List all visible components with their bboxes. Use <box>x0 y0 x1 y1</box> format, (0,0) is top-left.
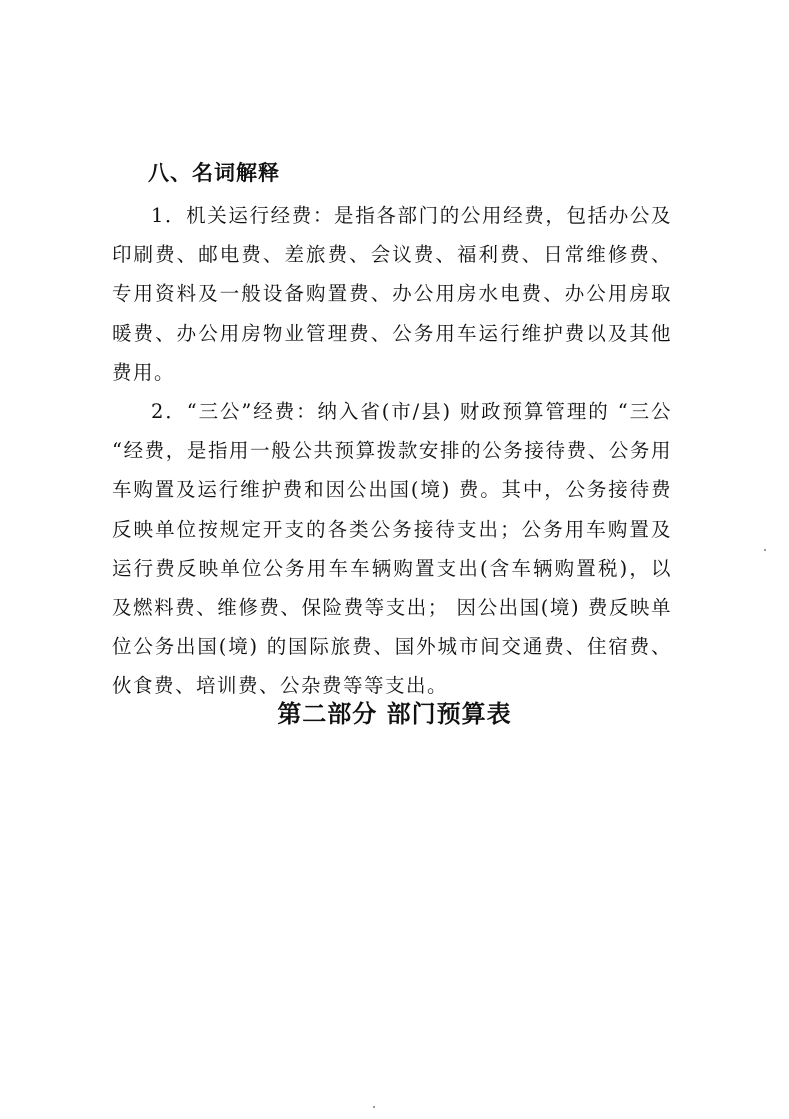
section-heading: 八、名词解释 <box>148 161 280 185</box>
scan-speck <box>373 1106 375 1108</box>
definitions-block <box>112 196 672 706</box>
definition-paragraph-2: 2．“三公”经费：纳入省(市/县) 财政预算管理的 “三公 “经费，是指用一般公共预算拨款安排的公务接待费、公务用车购置及运行维护费和因公出国(境) 费。其中，公务接待费反映单位按规定开支的各类公务接待支出；公务用车购置及运行费反映单位公务用车车辆购置支出(含车辆购置税)，以及燃料费、维修费、保险费等支出； 因公出国(境) 费反映单位公务出国(境) 的国际旅费、国外城市间交通费、住宿费、伙食费、培训费、公杂费等等支出。 <box>112 400 672 698</box>
scan-speck <box>764 549 766 551</box>
part-title: 第二部分 部门预算表 <box>277 700 512 728</box>
definition-paragraph-1: 1．机关运行经费：是指各部门的公用经费，包括办公及印刷费、邮电费、差旅费、会议费、福利费、日常维修费、专用资料及一般设备购置费、办公用房水电费、办公用房取暖费、办公用房物业管理费、公务用车运行维护费以及其他费用。 <box>112 204 672 384</box>
